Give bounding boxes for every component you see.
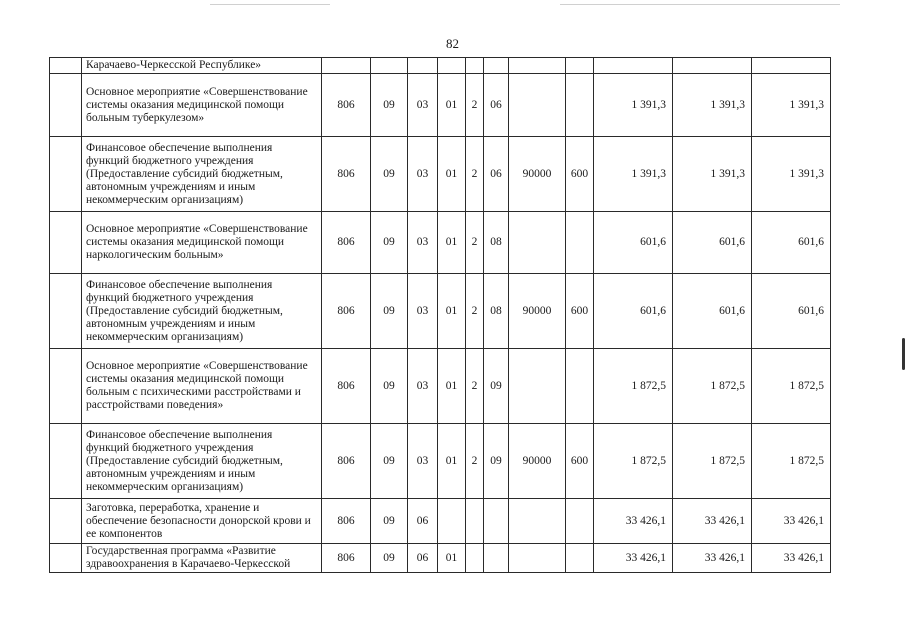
expense-type-cell [566, 544, 594, 573]
expense-type-cell [566, 58, 594, 74]
event-code-cell: 06 [484, 137, 509, 212]
row-name-cell: Основное мероприятие «Совершенствование системы оказания медицинской помощи наркологическим больным» [82, 212, 322, 274]
table-row [50, 58, 831, 74]
table-row [50, 74, 831, 137]
amount-year2-cell: 1 872,5 [673, 424, 752, 499]
amount-year3-cell: 601,6 [752, 274, 831, 349]
amount-year3-cell: 1 872,5 [752, 424, 831, 499]
amount-year1-cell: 1 391,3 [594, 137, 673, 212]
grbs-code-cell: 806 [322, 544, 371, 573]
amount-year1-cell: 1 391,3 [594, 74, 673, 137]
direction-code-cell [509, 58, 566, 74]
budget-table [49, 57, 831, 573]
amount-year2-cell: 33 426,1 [673, 499, 752, 544]
amount-year3-cell: 1 391,3 [752, 74, 831, 137]
subsection-code-cell: 06 [408, 499, 438, 544]
table-row [50, 499, 831, 544]
event-code-cell: 08 [484, 212, 509, 274]
event-code-cell: 06 [484, 74, 509, 137]
subsection-code-cell: 06 [408, 544, 438, 573]
scan-artifact-line [560, 4, 840, 5]
expense-type-cell [566, 74, 594, 137]
grbs-code-cell [322, 58, 371, 74]
expense-type-cell: 600 [566, 137, 594, 212]
amount-year2-cell: 601,6 [673, 212, 752, 274]
amount-year3-cell: 1 872,5 [752, 349, 831, 424]
row-name-cell: Государственная программа «Развитие здравоохранения в Карачаево-Черкесской [82, 544, 322, 573]
amount-year1-cell: 33 426,1 [594, 499, 673, 544]
direction-code-cell [509, 544, 566, 573]
subprogram-code-cell: 2 [466, 349, 484, 424]
program-code-cell: 01 [438, 349, 466, 424]
scan-artifact-line [210, 4, 330, 5]
grbs-code-cell: 806 [322, 137, 371, 212]
direction-code-cell [509, 499, 566, 544]
amount-year2-cell: 33 426,1 [673, 544, 752, 573]
program-code-cell [438, 499, 466, 544]
subprogram-code-cell: 2 [466, 137, 484, 212]
subsection-code-cell: 03 [408, 274, 438, 349]
section-code-cell: 09 [371, 74, 408, 137]
program-code-cell [438, 58, 466, 74]
direction-code-cell: 90000 [509, 274, 566, 349]
section-code-cell: 09 [371, 212, 408, 274]
row-number-cell [50, 424, 82, 499]
event-code-cell [484, 544, 509, 573]
row-name-cell: Финансовое обеспечение выполнения функций бюджетного учреждения (Предоставление субсидий бюджетным, автономным учреждениям и иным некоммерческим организациям) [82, 424, 322, 499]
direction-code-cell: 90000 [509, 424, 566, 499]
grbs-code-cell: 806 [322, 212, 371, 274]
amount-year2-cell [673, 58, 752, 74]
row-name-cell: Финансовое обеспечение выполнения функций бюджетного учреждения (Предоставление субсидий бюджетным, автономным учреждениям и иным некоммерческим организациям) [82, 137, 322, 212]
budget-table-body [50, 58, 831, 573]
subsection-code-cell: 03 [408, 424, 438, 499]
direction-code-cell: 90000 [509, 137, 566, 212]
row-name-cell: Основное мероприятие «Совершенствование системы оказания медицинской помощи больным с психическими расстройствами и расстройствами поведения» [82, 349, 322, 424]
direction-code-cell [509, 349, 566, 424]
subprogram-code-cell [466, 499, 484, 544]
expense-type-cell [566, 349, 594, 424]
section-code-cell: 09 [371, 544, 408, 573]
page-number: 82 [446, 36, 459, 51]
row-number-cell [50, 212, 82, 274]
row-number-cell [50, 274, 82, 349]
section-code-cell: 09 [371, 349, 408, 424]
subprogram-code-cell [466, 58, 484, 74]
program-code-cell: 01 [438, 274, 466, 349]
event-code-cell [484, 58, 509, 74]
amount-year2-cell: 1 872,5 [673, 349, 752, 424]
row-number-cell [50, 499, 82, 544]
section-code-cell: 09 [371, 274, 408, 349]
subsection-code-cell: 03 [408, 349, 438, 424]
expense-type-cell: 600 [566, 424, 594, 499]
row-number-cell [50, 58, 82, 74]
program-code-cell: 01 [438, 74, 466, 137]
event-code-cell: 09 [484, 424, 509, 499]
amount-year2-cell: 601,6 [673, 274, 752, 349]
amount-year3-cell: 601,6 [752, 212, 831, 274]
row-name-cell: Заготовка, переработка, хранение и обеспечение безопасности донорской крови и ее компонентов [82, 499, 322, 544]
grbs-code-cell: 806 [322, 74, 371, 137]
amount-year1-cell: 601,6 [594, 274, 673, 349]
program-code-cell: 01 [438, 424, 466, 499]
amount-year3-cell [752, 58, 831, 74]
table-row [50, 137, 831, 212]
amount-year3-cell: 33 426,1 [752, 544, 831, 573]
program-code-cell: 01 [438, 137, 466, 212]
amount-year1-cell: 33 426,1 [594, 544, 673, 573]
grbs-code-cell: 806 [322, 349, 371, 424]
subprogram-code-cell: 2 [466, 274, 484, 349]
section-code-cell: 09 [371, 137, 408, 212]
subprogram-code-cell [466, 544, 484, 573]
expense-type-cell [566, 499, 594, 544]
row-name-cell: Финансовое обеспечение выполнения функций бюджетного учреждения (Предоставление субсидий бюджетным, автономным учреждениям и иным некоммерческим организациям) [82, 274, 322, 349]
amount-year1-cell [594, 58, 673, 74]
grbs-code-cell: 806 [322, 499, 371, 544]
event-code-cell [484, 499, 509, 544]
subsection-code-cell: 03 [408, 137, 438, 212]
row-number-cell [50, 137, 82, 212]
amount-year3-cell: 33 426,1 [752, 499, 831, 544]
subsection-code-cell [408, 58, 438, 74]
program-code-cell: 01 [438, 544, 466, 573]
amount-year2-cell: 1 391,3 [673, 74, 752, 137]
program-code-cell: 01 [438, 212, 466, 274]
table-row [50, 544, 831, 573]
row-name-cell: Основное мероприятие «Совершенствование системы оказания медицинской помощи больным туберкулезом» [82, 74, 322, 137]
section-code-cell: 09 [371, 424, 408, 499]
expense-type-cell: 600 [566, 274, 594, 349]
grbs-code-cell: 806 [322, 424, 371, 499]
amount-year1-cell: 1 872,5 [594, 349, 673, 424]
amount-year1-cell: 1 872,5 [594, 424, 673, 499]
row-number-cell [50, 544, 82, 573]
section-code-cell: 09 [371, 499, 408, 544]
subsection-code-cell: 03 [408, 74, 438, 137]
event-code-cell: 08 [484, 274, 509, 349]
amount-year1-cell: 601,6 [594, 212, 673, 274]
table-row [50, 274, 831, 349]
amount-year3-cell: 1 391,3 [752, 137, 831, 212]
direction-code-cell [509, 74, 566, 137]
subprogram-code-cell: 2 [466, 74, 484, 137]
direction-code-cell [509, 212, 566, 274]
row-name-cell: Карачаево-Черкесской Республике» [82, 58, 322, 74]
table-row [50, 212, 831, 274]
event-code-cell: 09 [484, 349, 509, 424]
subsection-code-cell: 03 [408, 212, 438, 274]
subprogram-code-cell: 2 [466, 424, 484, 499]
row-number-cell [50, 74, 82, 137]
expense-type-cell [566, 212, 594, 274]
grbs-code-cell: 806 [322, 274, 371, 349]
section-code-cell [371, 58, 408, 74]
subprogram-code-cell: 2 [466, 212, 484, 274]
table-row [50, 349, 831, 424]
row-number-cell [50, 349, 82, 424]
table-row [50, 424, 831, 499]
amount-year2-cell: 1 391,3 [673, 137, 752, 212]
